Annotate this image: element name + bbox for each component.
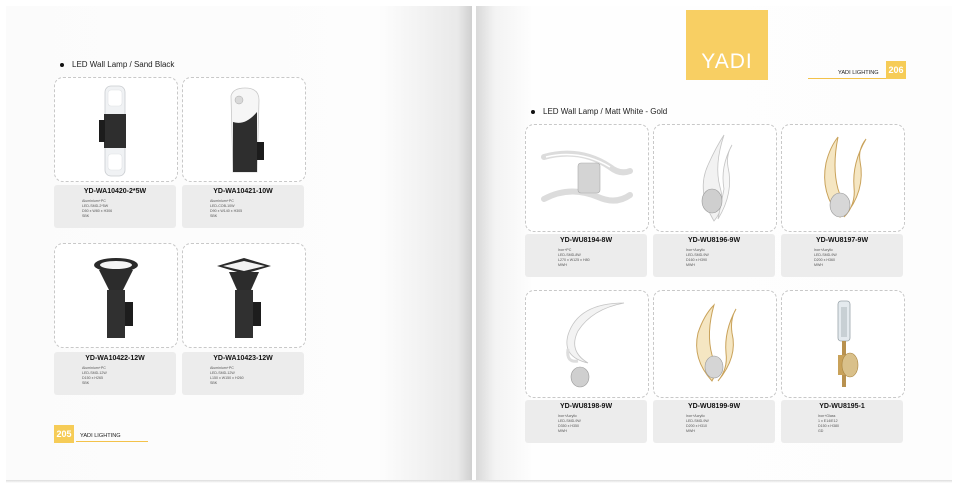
- product-specs: [686, 248, 709, 268]
- spec-light-source: 1 x E14/E12: [818, 419, 838, 423]
- spec-material: Aluminium+PC: [82, 199, 106, 203]
- spec-material: Aluminium+PC: [210, 199, 234, 203]
- spec-finish: MWH: [686, 429, 695, 433]
- product-specs: [82, 366, 107, 386]
- product-info-box: [54, 185, 176, 228]
- product-model: YD-WU8197-9W: [815, 237, 869, 244]
- product-specs: [210, 366, 244, 386]
- product-model: YD-WU8195-1: [819, 403, 865, 410]
- product-info-box: [781, 400, 903, 443]
- spec-material: Iron+Acrylic: [558, 414, 577, 418]
- spec-size: D50 x W80 x H306: [82, 209, 113, 213]
- product-model: YD-WA10421-10W: [213, 188, 273, 195]
- header-label: YADI LIGHTING: [838, 70, 879, 76]
- wall-lamp-image: [826, 297, 862, 391]
- spec-finish: SBK: [210, 381, 218, 385]
- wall-lamp-image: [690, 301, 742, 389]
- bullet-icon: [531, 110, 535, 114]
- product-info-box: [781, 234, 903, 277]
- product-image-card[interactable]: [653, 290, 777, 398]
- product-model: YD-WU8194-8W: [559, 237, 613, 244]
- spec-material: Iron+Acrylic: [686, 414, 705, 418]
- product-model: YD-WA10423-12W: [213, 355, 273, 362]
- spec-light-source: LED-SMD-9W: [686, 419, 709, 423]
- product-image-card[interactable]: [781, 124, 905, 232]
- spec-finish: MWH: [814, 263, 823, 267]
- right-section-label: LED Wall Lamp / Matt White - Gold: [543, 107, 668, 116]
- page-number: 205: [54, 425, 74, 443]
- spec-light-source: LED-SMD-12W: [82, 371, 107, 375]
- product-specs: [814, 248, 837, 268]
- wall-lamp-image: [816, 133, 870, 225]
- footer-rule: [76, 441, 148, 442]
- spec-light-source: LED-SMD-2*5W: [82, 204, 109, 208]
- spec-material: Aluminium+PC: [210, 366, 234, 370]
- spec-size: D350 x H350: [558, 424, 579, 428]
- product-info-box: [182, 352, 304, 395]
- right-section-title: [531, 107, 667, 116]
- spec-light-source: LED-SMD-9W: [814, 253, 837, 257]
- spec-light-source: LED-SMD-12W: [210, 371, 235, 375]
- header-rule: [808, 78, 886, 79]
- product-model: YD-WU8198-9W: [559, 403, 613, 410]
- left-section-title: [60, 60, 174, 69]
- product-specs: [558, 414, 581, 434]
- product-info-box: [653, 234, 775, 277]
- spec-light-source: LED-SMD-9W: [558, 419, 581, 423]
- spec-size: D150 x H265: [82, 376, 103, 380]
- left-section-label: LED Wall Lamp / Sand Black: [72, 60, 175, 69]
- product-specs: [82, 199, 112, 219]
- spec-material: Iron+Glass: [818, 414, 836, 418]
- spec-material: Iron+PC: [558, 248, 572, 252]
- wall-lamp-image: [95, 84, 135, 178]
- wall-lamp-image: [223, 86, 267, 176]
- spec-finish: SBK: [82, 214, 90, 218]
- spec-finish: SBK: [82, 381, 90, 385]
- wall-lamp-image: [694, 131, 738, 225]
- wall-lamp-image: [89, 256, 143, 342]
- product-image-card[interactable]: [54, 77, 178, 182]
- spec-finish: SBK: [210, 214, 218, 218]
- spec-light-source: LED-COB-10W: [210, 204, 235, 208]
- wall-lamp-image: [548, 299, 628, 389]
- spec-light-source: LED-SMD-9W: [686, 253, 709, 257]
- product-model: YD-WA10420-2*5W: [83, 188, 147, 195]
- product-image-card[interactable]: [525, 124, 649, 232]
- page-number: 206: [886, 61, 906, 79]
- product-info-box: [525, 234, 647, 277]
- spec-size: L150 x W150 x H260: [210, 376, 244, 380]
- book-shadow: [6, 480, 952, 483]
- spec-finish: GD: [818, 429, 824, 433]
- product-image-card[interactable]: [525, 290, 649, 398]
- spec-size: D90 x W140 x H305: [210, 209, 243, 213]
- product-specs: [818, 414, 839, 434]
- wall-lamp-image: [213, 256, 275, 342]
- spec-size: L270 x W125 x H80: [558, 258, 590, 262]
- product-image-card[interactable]: [781, 290, 905, 398]
- spec-size: D160 x H390: [686, 258, 707, 262]
- bullet-icon: [60, 63, 64, 67]
- product-model: YD-WU8199-9W: [687, 403, 741, 410]
- spec-finish: MWH: [686, 263, 695, 267]
- spec-material: Iron+Acrylic: [686, 248, 705, 252]
- product-specs: [210, 199, 242, 219]
- spec-material: Iron+Acrylic: [814, 248, 833, 252]
- product-info-box: [525, 400, 647, 443]
- product-model: YD-WU8196-9W: [687, 237, 741, 244]
- product-info-box: [182, 185, 304, 228]
- product-image-card[interactable]: [182, 77, 306, 182]
- product-info-box: [653, 400, 775, 443]
- spec-material: Aluminium+PC: [82, 366, 106, 370]
- wall-lamp-image: [540, 145, 634, 211]
- spec-light-source: LED-SMD-8W: [558, 253, 581, 257]
- product-model: YD-WA10422-12W: [85, 355, 145, 362]
- footer-label: YADI LIGHTING: [80, 433, 121, 439]
- brand-logo: YADI: [686, 10, 768, 80]
- product-specs: [558, 248, 590, 268]
- product-image-card[interactable]: [182, 243, 306, 348]
- spec-size: D200 x H310: [686, 424, 707, 428]
- product-image-card[interactable]: [653, 124, 777, 232]
- product-specs: [686, 414, 709, 434]
- spec-size: D150 x H380: [818, 424, 839, 428]
- spec-finish: MWH: [558, 263, 567, 267]
- spec-size: D200 x H360: [814, 258, 835, 262]
- spec-finish: MWH: [558, 429, 567, 433]
- product-image-card[interactable]: [54, 243, 178, 348]
- product-info-box: [54, 352, 176, 395]
